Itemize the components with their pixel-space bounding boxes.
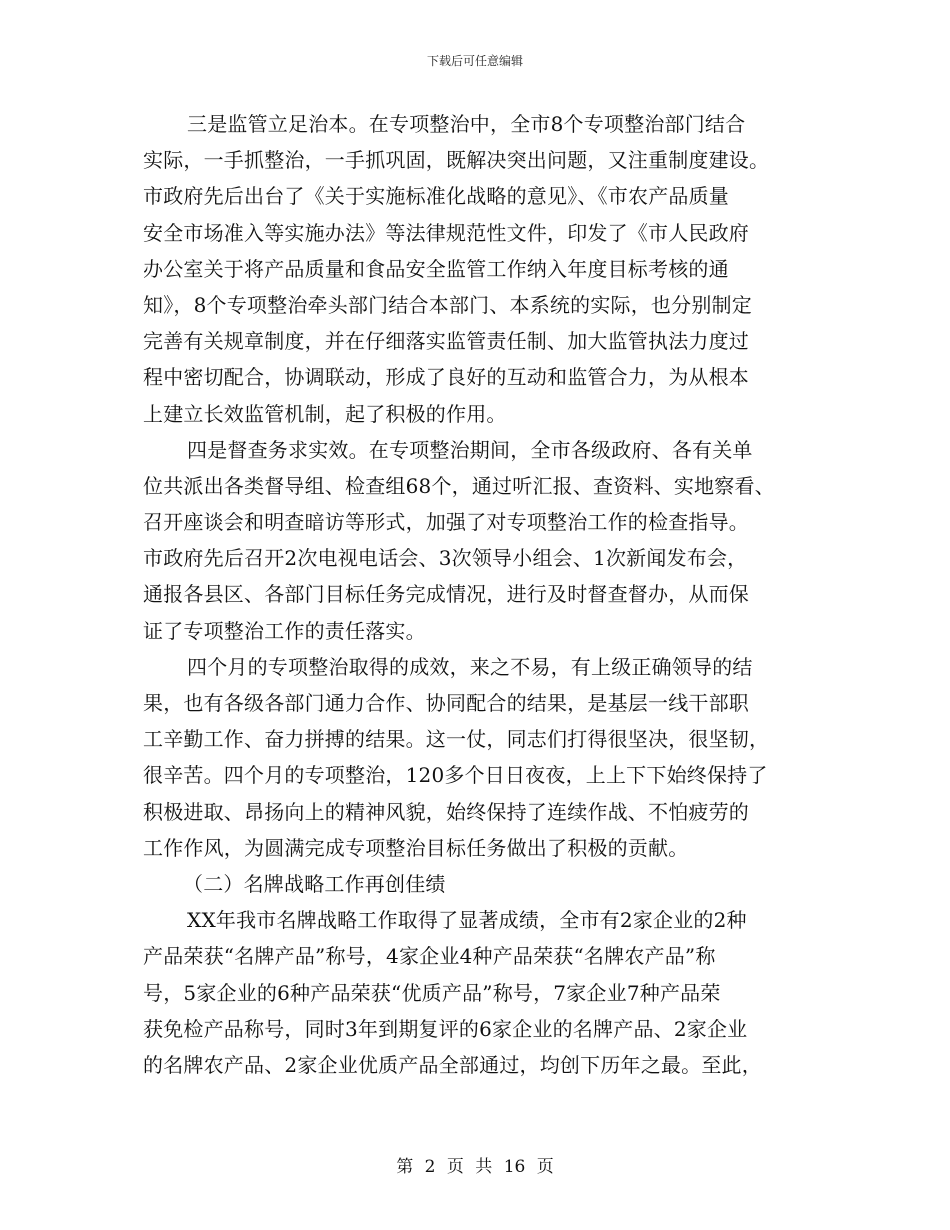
paragraph-line: 办公室关于将产品质量和食品安全监管工作纳入年度目标考核的通	[143, 256, 729, 281]
paragraph-line: 安全市场准入等实施办法》等法律规范性文件，印发了《市人民政府	[143, 220, 749, 245]
page-header: 下载后可任意编辑	[426, 54, 523, 68]
paragraph-line: 四是督查务求实效。在专项整治期间，全市各级政府、各有关单	[187, 437, 753, 462]
paragraph-line: 召开座谈会和明查暗访等形式，加强了对专项整治工作的检查指导。	[143, 510, 749, 535]
paragraph-line: 获免检产品称号，同时3年到期复评的6家企业的名牌产品、2家企业	[143, 1016, 748, 1041]
paragraph-line: 果，也有各级各部门通力合作、协同配合的结果，是基层一线干部职	[143, 691, 749, 715]
paragraph-line: XX年我市名牌战略工作取得了显著成绩，全市有2家企业的2种	[187, 908, 747, 933]
paragraph-line: 产品荣获“名牌产品”称号，4家企业4种产品荣获“名牌农产品”称	[143, 944, 716, 969]
document-body	[143, 106, 823, 1083]
page-footer: 第 2 页 共 16 页	[396, 1157, 554, 1177]
paragraph-line: 很辛苦。四个月的专项整治，120多个日日夜夜，上上下下始终保持了	[143, 763, 768, 788]
paragraph-line: 三是监管立足治本。在专项整治中，全市8个专项整治部门结合	[187, 112, 746, 136]
paragraph-line: 通报各县区、各部门目标任务完成情况，进行及时督查督办，从而保	[143, 582, 749, 607]
paragraph-line: 完善有关规章制度，并在仔细落实监管责任制、加大监管执法力度过	[143, 329, 749, 354]
paragraph-line: 的名牌农产品、2家企业优质产品全部通过，均创下历年之最。至此，	[143, 1052, 762, 1077]
paragraph-line: 工辛勤工作、奋力拼搏的结果。这一仗，同志们打得很坚决，很坚韧，	[143, 727, 770, 752]
section-heading: （二）名牌战略工作再创佳绩	[183, 871, 446, 896]
paragraph-line: 证了专项整治工作的责任落实。	[143, 618, 426, 643]
paragraph-line: 市政府先后召开2次电视电话会、3次领导小组会、1次新闻发布会，	[143, 546, 748, 571]
paragraph-line: 程中密切配合，协调联动，形成了良好的互动和监管合力，为从根本	[143, 365, 749, 390]
paragraph-line: 知》，8个专项整治牵头部门结合本部门、本系统的实际，也分别制定	[143, 292, 752, 317]
paragraph-line: 工作作风，为圆满完成专项整治目标任务做出了积极的贡献。	[143, 835, 689, 860]
paragraph-line: 位共派出各类督导组、检查组68个，通过听汇报、查资料、实地察看、	[143, 473, 775, 498]
paragraph-line: 四个月的专项整治取得的成效，来之不易，有上级正确领导的结	[187, 654, 753, 679]
paragraph-line: 市政府先后出台了《关于实施标准化战略的意见》、《市农产品质量	[143, 184, 729, 209]
paragraph-line: 实际，一手抓整治，一手抓巩固，既解决突出问题，又注重制度建设。	[143, 148, 770, 173]
paragraph-line: 号，5家企业的6种产品荣获“优质产品”称号，7家企业7种产品荣	[143, 980, 721, 1005]
paragraph-line: 积极进取、昂扬向上的精神风貌，始终保持了连续作战、不怕疲劳的	[143, 799, 749, 824]
paragraph-line: 上建立长效监管机制，起了积极的作用。	[143, 401, 507, 426]
